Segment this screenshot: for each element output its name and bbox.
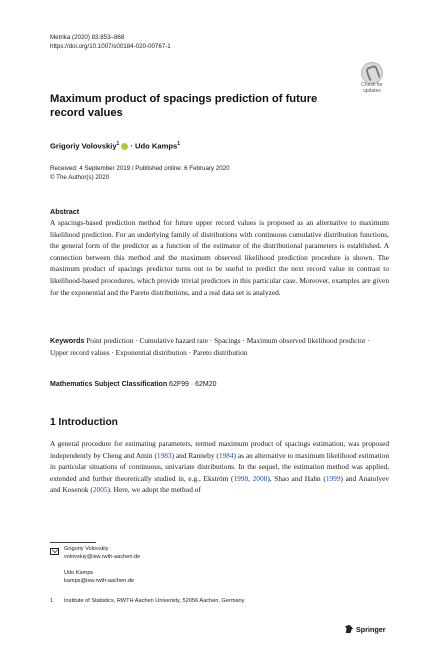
abstract-text: A spacings-based prediction method for future upper record values is proposed as an alternative to maximum likelihood prediction. For an underlying family of distributions with continuous cumulative distribution functions, the general form of the predictor as a function of the estimator of the distributional parameters is established. A connection between this method and the maximum observed likelihood prediction procedure is shown. The maximum product of spacings predictor turns out to be useful to predict the next record value in contrast to likelihood-based procedures, which provide trivial predictors in this particular case. Moreover, examples are given for the exponential and the Pareto distributions, and a real data set is analyzed. [50,218,389,297]
footnote-author-name: Grigoriy Volovskiy [64,546,109,552]
citation-link[interactable]: 1984 [218,450,234,460]
msc-block [50,381,217,388]
citation-link[interactable]: 1999 [325,473,341,483]
section-heading: 1 Introduction [50,417,118,428]
msc-label: Mathematics Subject Classification [50,381,168,388]
publisher-name: Springer [356,625,386,634]
keywords-label: Keywords [50,336,85,345]
publisher-logo [345,625,386,634]
journal-citation: Metrika (2020) 83:853–868 [50,34,125,41]
received-dates: Received: 4 September 2019 / Published online: 6 February 2020 [50,165,230,172]
citation-link[interactable]: 1983 [156,450,172,460]
keywords-text: Point prediction · Cumulative hazard rate · Spacings · Maximum observed likelihood predictor · Upper record values · Exponential distribution · Pareto distribution [50,336,370,357]
author-name[interactable]: Grigoriy Volovskiy [50,141,117,151]
footnote-author-name: Udo Kamps [64,570,94,576]
citation-link[interactable]: 2005 [92,485,108,495]
affiliation-number: 1 [50,598,54,604]
author-separator: · [130,141,133,151]
article-title: Maximum product of spacings prediction of future record values [50,93,318,119]
doi-link[interactable]: https://doi.org/10.1007/s00184-020-00767-1 [50,43,171,50]
springer-horse-icon [345,625,353,633]
coauthor-contact [64,569,134,586]
article-history [50,165,230,182]
badge-line-1: Check for [361,82,383,88]
author-email[interactable]: volovskiy@isw.rwth-aachen.de [64,554,141,561]
orcid-icon[interactable] [121,143,128,150]
citation-link[interactable]: 1998 [233,473,249,483]
affiliation-marker: 1 [116,141,120,147]
check-for-updates-badge[interactable] [356,62,388,94]
introduction-paragraph: A general procedure for estimating parameters, termed maximum product of spacings estimation, was proposed independently by Cheng and Amin (1983) and Ranneby (1984) as an alternative to maximum likelihood estimation in particular situations of continuous, univariate distributions. In the sequel, the estimation method was applied, extended and further theoretically studied in, e.g., Ekström (1998, 2008), Shao and Hahn (1999) and Anatolyev and Kosenok (2005). Here, we adopt the method of [50,439,390,495]
author-list [50,141,180,151]
mail-icon [50,548,59,555]
citation-link[interactable]: 2008 [252,473,268,483]
keywords-block [50,335,389,358]
bookmark-icon [361,62,383,84]
header-meta [50,33,171,51]
footnote-divider [50,542,96,543]
badge-line-2: updates [363,87,381,94]
affiliation-marker: 1 [177,141,180,147]
msc-codes: 62F99 · 62M20 [169,381,217,388]
author-name[interactable]: Udo Kamps [134,141,178,151]
author-email[interactable]: kamps@isw.rwth-aachen.de [64,578,135,585]
copyright-notice: © The Author(s) 2020 [50,173,110,181]
abstract-heading: Abstract [50,207,80,216]
corresponding-author [64,545,140,562]
affiliation-text: Institute of Statistics, RWTH Aachen University, 52056 Aachen, Germany [64,598,245,604]
